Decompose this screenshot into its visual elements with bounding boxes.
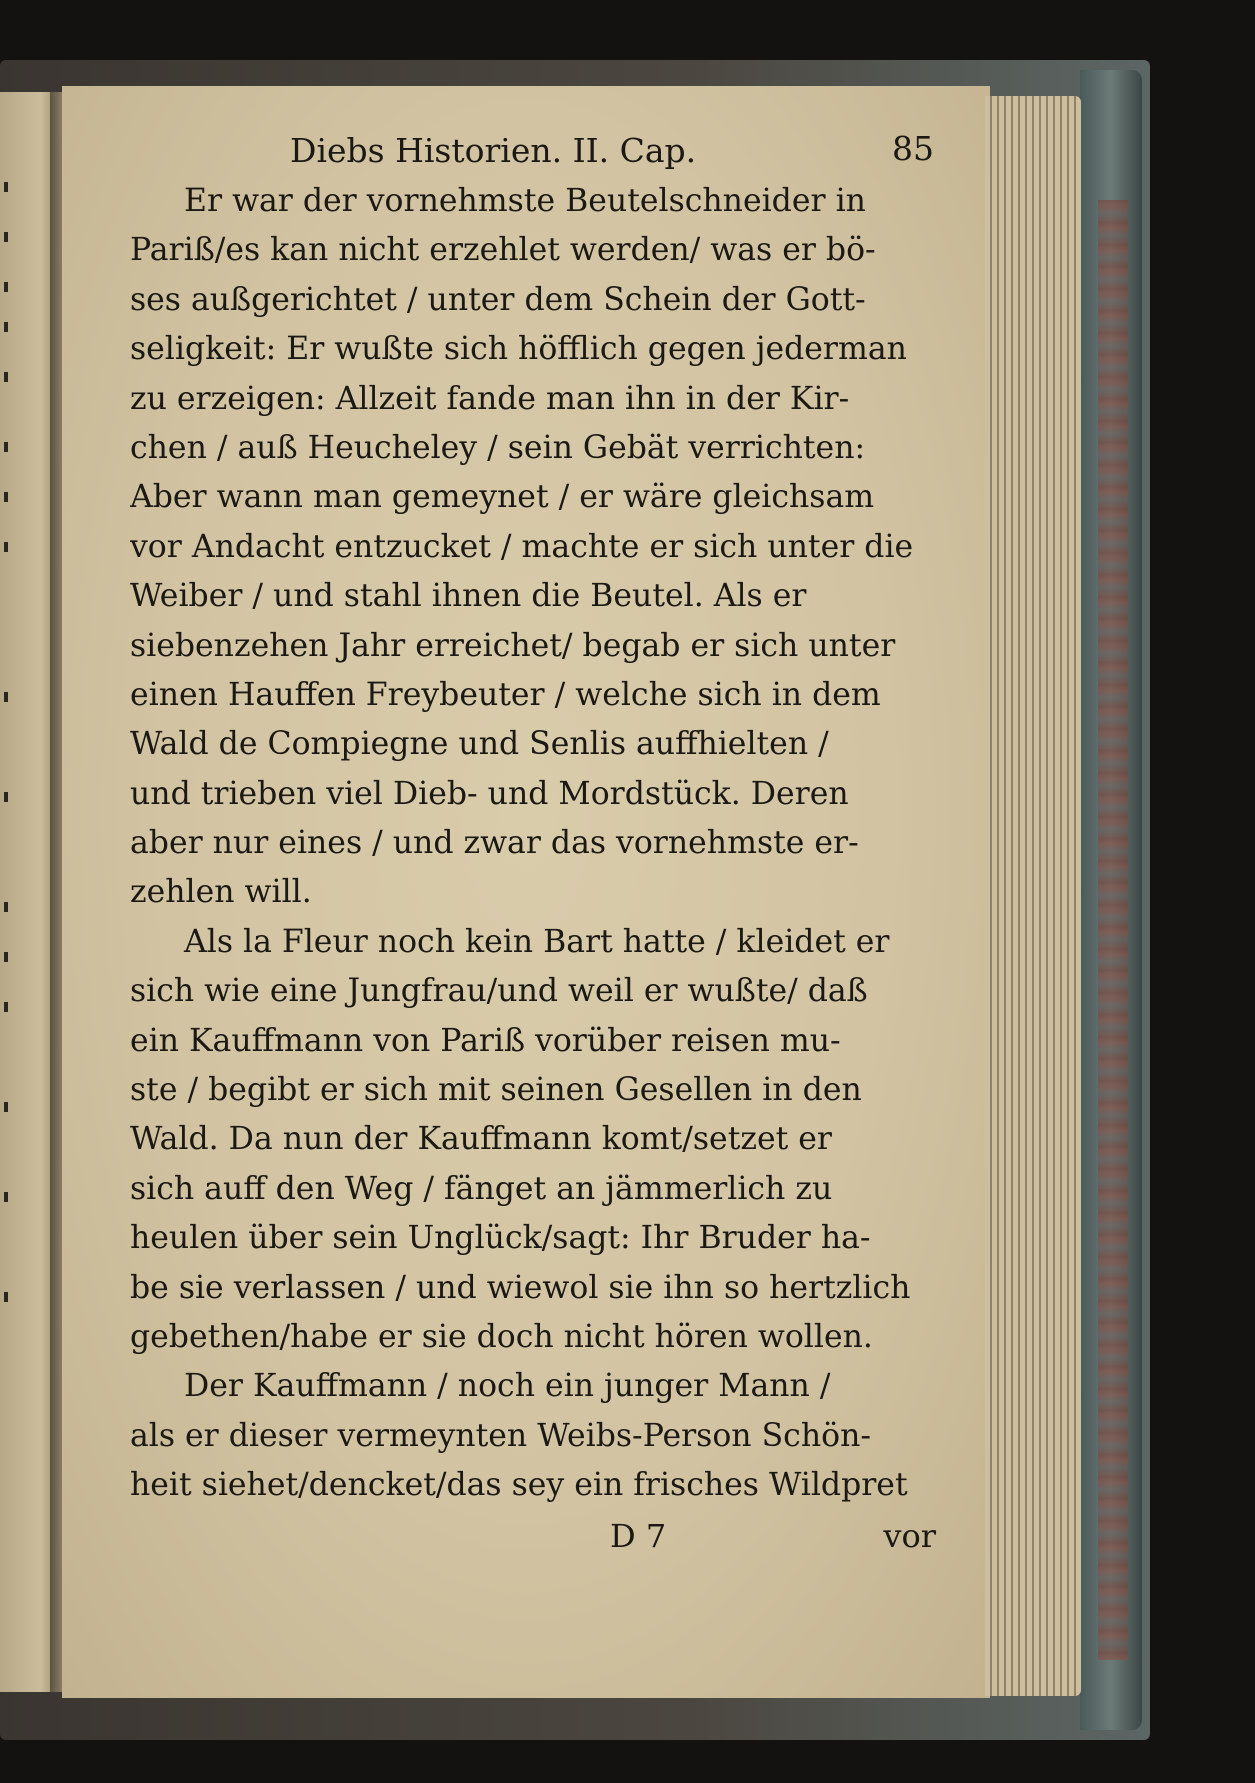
text-line: chen / auß Heucheley / sein Gebät verrichten: (130, 429, 866, 466)
text-line: als er dieser vermeynten Weibs-Person Schön- (130, 1417, 872, 1454)
text-line: ses außgerichtet / unter dem Schein der Gott- (130, 281, 866, 318)
text-line: Er war der vornehmste Beutelschneider in (184, 183, 866, 219)
left-page-text-fragment (4, 372, 8, 382)
left-page-text-fragment (4, 322, 8, 332)
text-line: ein Kauffmann von Pariß vorüber reisen mu- (130, 1022, 841, 1059)
left-page-text-fragment (4, 232, 8, 242)
left-page-text-fragment (4, 902, 8, 912)
text-line: Wald. Da nun der Kauffmann komt/setzet er (130, 1121, 832, 1158)
text-line: und trieben viel Dieb- und Mordstück. Deren (130, 775, 849, 812)
left-page-text-fragment (4, 792, 8, 802)
left-page-text-fragment (4, 1292, 8, 1302)
left-page-text-fragment (4, 282, 8, 292)
body-text (130, 177, 940, 1511)
left-page-text-fragment (4, 182, 8, 192)
text-line: Als la Fleur noch kein Bart hatte / kleidet er (184, 923, 890, 960)
text-line: gebethen/habe er sie doch nicht hören wollen. (130, 1318, 873, 1355)
text-line: aber nur eines / und zwar das vornehmste er- (130, 825, 859, 862)
text-line: Der Kauffmann / noch ein junger Mann / (184, 1368, 831, 1405)
catchword: vor (883, 1516, 936, 1555)
text-line: Aber wann man gemeynet / er wäre gleichsam (130, 479, 875, 516)
page-footer (130, 1511, 940, 1561)
running-head-title: Diebs Historien. II. Cap. (290, 131, 697, 170)
text-line: heit siehet/dencket/das sey ein frisches Wildpret (130, 1467, 908, 1504)
sprinkled-edge (1098, 200, 1128, 1660)
text-line: Wald de Compiegne und Senlis auffhielten / (130, 726, 829, 763)
text-line: zu erzeigen: Allzeit fande man ihn in der Kir- (130, 380, 850, 417)
left-page-text-fragment (4, 442, 8, 452)
left-page-text-fragment (4, 542, 8, 552)
running-header (130, 125, 940, 177)
left-page-text-fragment (4, 1002, 8, 1012)
left-page-text-fragment (4, 952, 8, 962)
text-line: siebenzehen Jahr erreichet/ begab er sich unter (130, 627, 896, 664)
text-line: sich auff den Weg / fänget an jämmerlich zu (130, 1170, 833, 1207)
text-line: seligkeit: Er wußte sich höfflich gegen jederman (130, 331, 907, 368)
text-line: Pariß/es kan nicht erzehlet werden/ was er bö- (130, 232, 876, 269)
left-page-text-fragment (4, 492, 8, 502)
text-line: einen Hauffen Freybeuter / welche sich in dem (130, 676, 881, 713)
text-line: Weiber / und stahl ihnen die Beutel. Als er (130, 578, 807, 615)
page-text-block (130, 125, 940, 1561)
text-line: be sie verlassen / und wiewol sie ihn so hertzlich (130, 1269, 911, 1306)
text-line: ste / begibt er sich mit seinen Gesellen in den (130, 1072, 862, 1109)
left-page-text-fragment (4, 1102, 8, 1112)
text-line: sich wie eine Jungfrau/und weil er wußte/ daß (130, 973, 868, 1010)
left-page-text-fragment (4, 692, 8, 702)
page-edges (985, 96, 1081, 1696)
text-line: zehlen will. (130, 874, 312, 911)
signature-mark: D 7 (610, 1516, 667, 1555)
text-line: heulen über sein Unglück/sagt: Ihr Bruder ha- (130, 1220, 871, 1257)
page-number: 85 (892, 129, 934, 168)
text-line: vor Andacht entzucket / machte er sich unter die (130, 528, 914, 565)
left-page-text-fragment (4, 1192, 8, 1202)
